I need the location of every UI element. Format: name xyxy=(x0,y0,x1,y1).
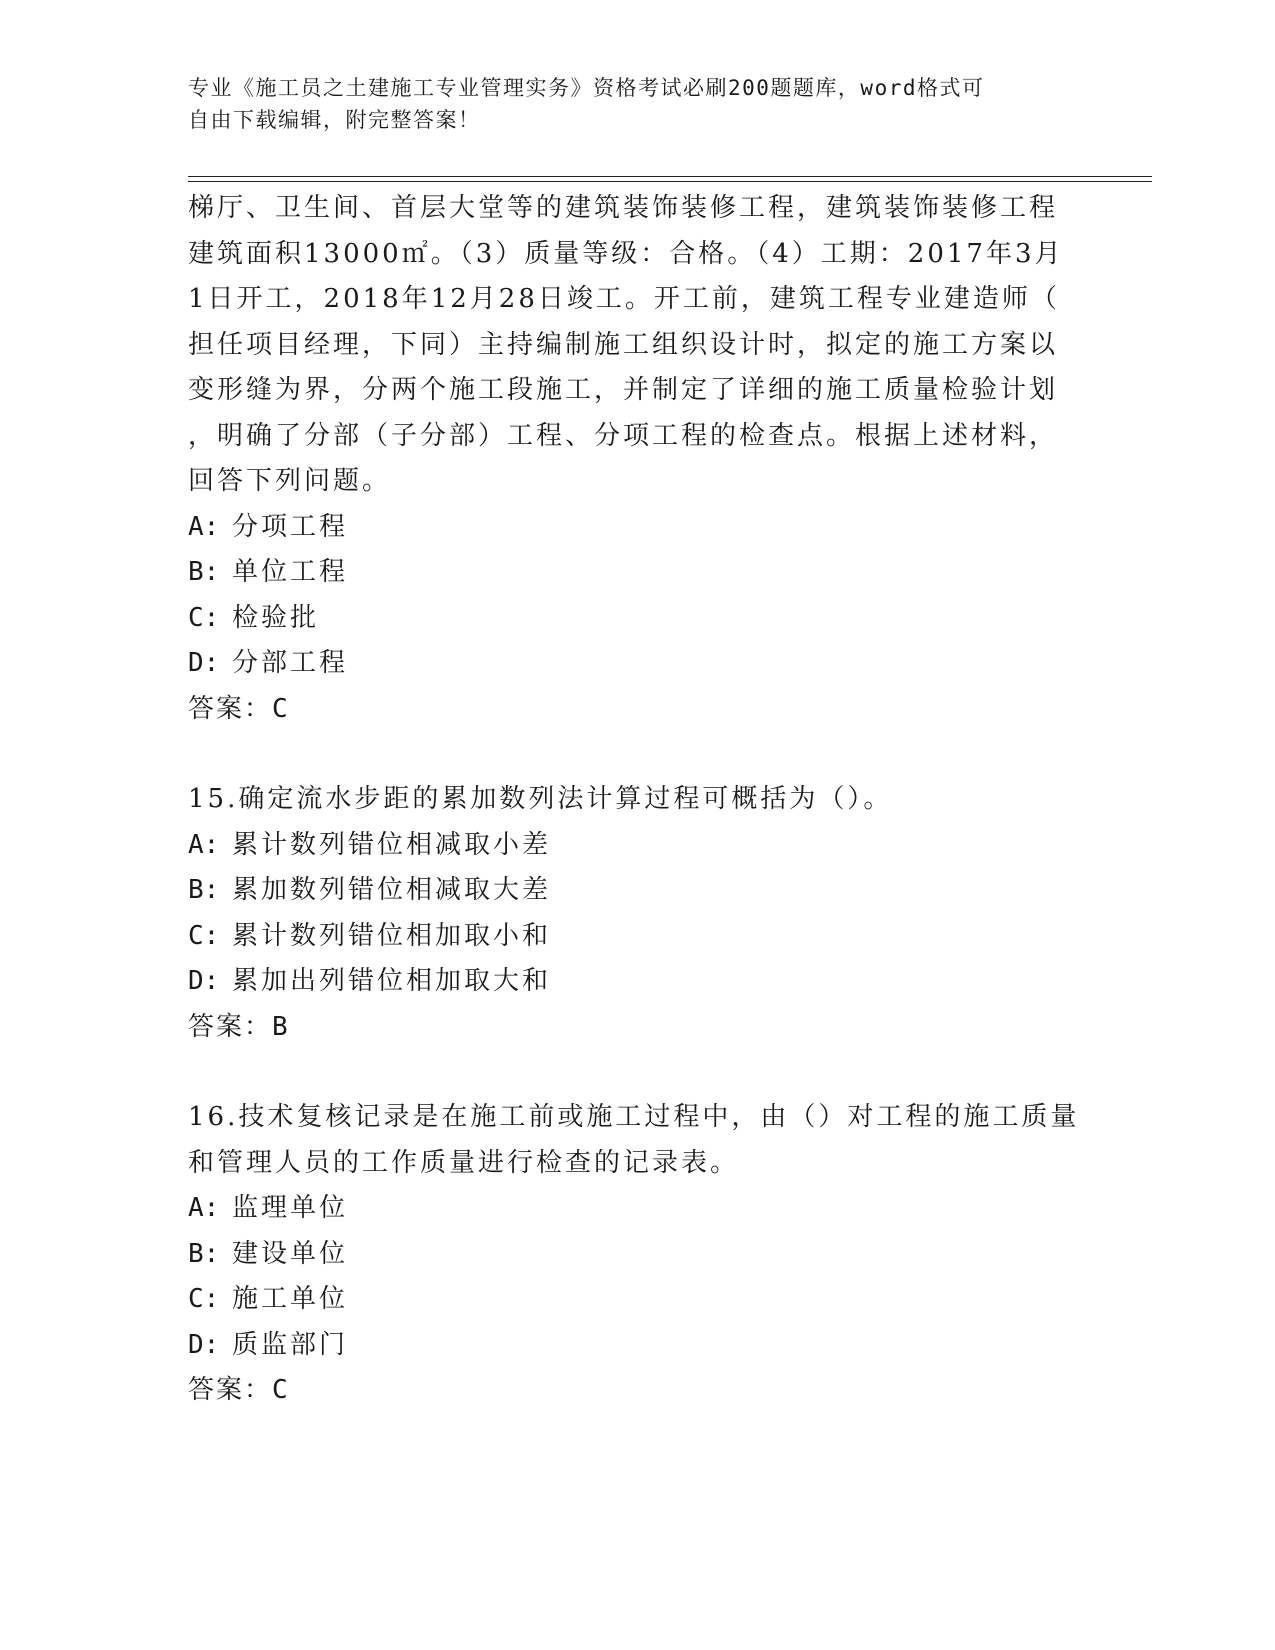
stem-line: 建筑面积13000㎡。（3）质量等级：合格。（4）工期：2017年3月 xyxy=(188,238,1064,269)
option-letter: C: xyxy=(188,920,220,951)
option-b xyxy=(188,868,1088,914)
option-text: 分项工程 xyxy=(232,511,349,542)
option-letter: C: xyxy=(188,602,220,633)
option-text: 质监部门 xyxy=(232,1329,349,1360)
header-title-line-2: 自由下载编辑，附完整答案！ xyxy=(188,108,481,132)
option-letter: A: xyxy=(188,511,220,542)
answer-label: 答案： xyxy=(188,1375,273,1405)
answer-line xyxy=(188,1368,1088,1414)
option-letter: B: xyxy=(188,875,220,905)
option-text: 累加数列错位相减取大差 xyxy=(232,875,552,905)
option-b xyxy=(188,1232,1088,1278)
option-a xyxy=(188,505,1088,551)
stem-line: 1日开工，2018年12月28日竣工。开工前，建筑工程专业建造师（ xyxy=(188,284,1060,314)
option-d xyxy=(188,641,1088,687)
option-letter: A: xyxy=(188,829,220,860)
stem-line: 16.技术复核记录是在施工前或施工过程中，由（）对工程的施工质量 xyxy=(188,1102,1080,1132)
answer-value: C xyxy=(272,693,290,724)
option-c xyxy=(188,914,1088,960)
answer-label: 答案： xyxy=(188,693,273,724)
option-d xyxy=(188,959,1088,1005)
option-letter: A: xyxy=(188,1193,220,1223)
option-a xyxy=(188,823,1088,869)
question-15 xyxy=(188,777,1088,1050)
answer-label: 答案： xyxy=(188,1011,273,1042)
stem-line: 15.确定流水步距的累加数列法计算过程可概括为（）。 xyxy=(188,784,893,814)
spacer xyxy=(188,732,1088,777)
question-stem xyxy=(188,777,1088,823)
option-letter: B: xyxy=(188,1238,220,1269)
document-body xyxy=(188,186,1088,1414)
option-text: 单位工程 xyxy=(232,557,349,587)
option-text: 监理单位 xyxy=(232,1193,349,1223)
answer-value: C xyxy=(272,1375,290,1405)
stem-line: ，明确了分部（子分部）工程、分项工程的检查点。根据上述材料， xyxy=(188,420,1059,451)
option-text: 累加出列错位相加取大和 xyxy=(232,966,552,996)
header-divider-bottom xyxy=(188,181,1152,182)
option-text: 累计数列错位相减取小差 xyxy=(232,829,552,860)
answer-line xyxy=(188,687,1088,733)
option-text: 施工单位 xyxy=(232,1284,349,1314)
option-a xyxy=(188,1186,1088,1232)
option-letter: D: xyxy=(188,966,220,996)
option-text: 累计数列错位相加取小和 xyxy=(232,920,552,951)
stem-line: 变形缝为界，分两个施工段施工，并制定了详细的施工质量检验计划 xyxy=(188,375,1059,405)
question-14 xyxy=(188,186,1088,732)
option-text: 检验批 xyxy=(232,602,320,633)
question-16 xyxy=(188,1095,1088,1414)
option-letter: C: xyxy=(188,1284,220,1314)
header-divider-top xyxy=(188,176,1152,177)
stem-line: 和管理人员的工作质量进行检查的记录表。 xyxy=(188,1147,740,1178)
spacer xyxy=(188,1050,1088,1095)
header-title-line-1: 专业《施工员之土建施工专业管理实务》资格考试必刷200题题库，word格式可 xyxy=(188,76,985,100)
stem-line: 回答下列问题。 xyxy=(188,466,392,496)
option-d xyxy=(188,1323,1088,1369)
answer-line xyxy=(188,1005,1088,1051)
option-b xyxy=(188,550,1088,596)
stem-line: 担任项目经理，下同）主持编制施工组织设计时，拟定的施工方案以 xyxy=(188,329,1059,360)
stem-line: 梯厅、卫生间、首层大堂等的建筑装饰装修工程，建筑装饰装修工程 xyxy=(188,193,1059,223)
question-stem xyxy=(188,1095,1088,1186)
option-c xyxy=(188,1277,1088,1323)
option-c xyxy=(188,596,1088,642)
option-text: 分部工程 xyxy=(232,648,349,678)
option-text: 建设单位 xyxy=(232,1238,349,1269)
answer-value: B xyxy=(272,1011,290,1042)
question-stem xyxy=(188,186,1088,505)
option-letter: D: xyxy=(188,1329,220,1360)
option-letter: D: xyxy=(188,648,220,678)
option-letter: B: xyxy=(188,557,220,587)
document-header xyxy=(188,72,1088,136)
